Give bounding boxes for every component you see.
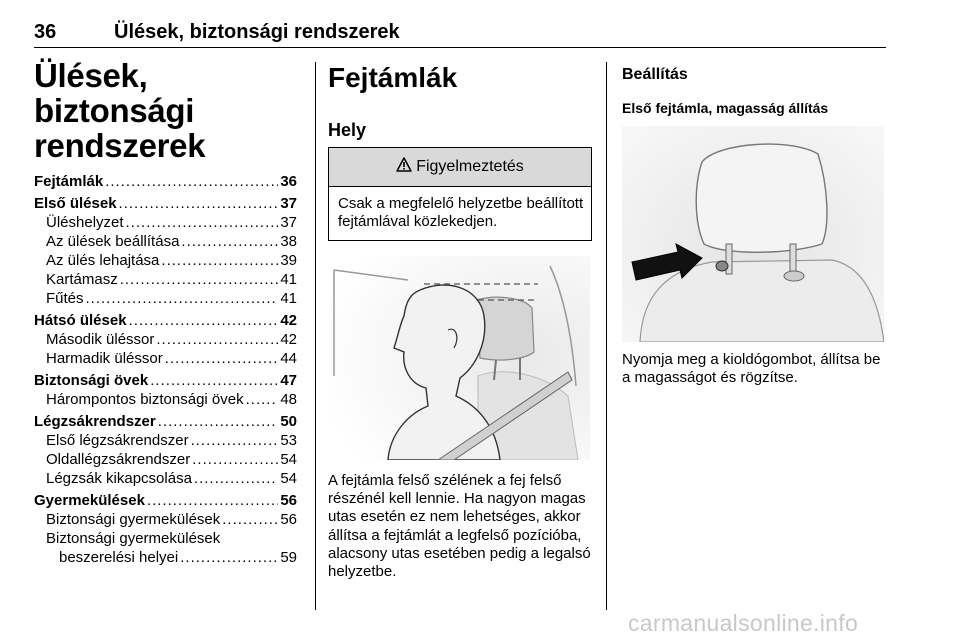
toc-entry[interactable]: Fűtés ..... 41 — [34, 289, 297, 308]
warning-title: Figyelmeztetés — [416, 158, 524, 175]
warning-triangle-icon — [396, 157, 412, 177]
toc-entry[interactable]: Kartámasz ..... 41 — [34, 270, 297, 289]
page-number: 36 — [34, 21, 57, 43]
toc-entry[interactable]: Harmadik üléssor ..... 44 — [34, 349, 297, 368]
toc-entry[interactable]: Biztonsági gyermekülések ..... 56 — [34, 510, 297, 529]
watermark-text: carmanualsonline.info — [628, 610, 859, 636]
warning-box — [328, 147, 592, 241]
toc-entry[interactable]: Első légzsákrendszer ..... 53 — [34, 431, 297, 450]
toc-entry[interactable]: beszerelési helyei ..... 59 — [34, 548, 297, 567]
toc-entry[interactable]: Légzsák kikapcsolása ..... 54 — [34, 469, 297, 488]
toc-entry[interactable]: Az ülések beállítása ..... 38 — [34, 232, 297, 251]
column-divider-left — [315, 62, 316, 610]
toc-entry[interactable]: Második üléssor ..... 42 — [34, 330, 297, 349]
toc-entry[interactable]: Oldallégzsákrendszer ..... 54 — [34, 450, 297, 469]
warning-header — [329, 148, 591, 187]
subheading-position: Hely — [328, 120, 367, 140]
toc-entry[interactable]: Biztonsági gyermekülések — [46, 530, 221, 547]
toc-entry[interactable]: Első ülések ..... 37 — [34, 194, 297, 213]
heading-adjustment: Beállítás — [622, 66, 688, 83]
toc-entry[interactable]: Biztonsági övek ..... 47 — [34, 371, 297, 390]
toc-entry[interactable]: Légzsákrendszer ..... 50 — [34, 412, 297, 431]
section-title-line2: rendszerek — [34, 127, 206, 164]
column-divider-right — [606, 62, 607, 610]
toc-entry[interactable]: Gyermekülések ..... 56 — [34, 491, 297, 510]
release-instructions-paragraph: Nyomja meg a kioldógombot, állítsa be a magasságot és rögzítse. — [622, 351, 881, 386]
toc-entry[interactable]: Üléshelyzet ..... 37 — [34, 213, 297, 232]
header-rule — [34, 47, 886, 48]
running-header-title: Ülések, biztonsági rendszerek — [114, 21, 400, 43]
headrest-position-illustration — [328, 256, 590, 460]
toc-entry[interactable]: Az ülés lehajtása ..... 39 — [34, 251, 297, 270]
table-of-contents — [34, 172, 297, 567]
headrest-height-paragraph: A fejtámla felső szélének a fej felső részénél kell lennie. Ha nagyon magas utas esetén ez nem lehetséges, akkor állítsa a fejtámlát a legfelső pozícióba, alacsony utas esetében pedig a legalsó helyzetbe. — [328, 472, 591, 581]
toc-entry[interactable]: Hárompontos biztonsági övek ..... 48 — [34, 390, 297, 409]
toc-entry[interactable]: Hátsó ülések ..... 42 — [34, 311, 297, 330]
section-title-line1: Ülések, biztonsági — [34, 57, 195, 129]
section-title — [34, 58, 314, 163]
warning-text: Csak a megfelelő helyzetbe beállított fejtámlával közlekedjen. — [338, 195, 584, 230]
headrest-release-illustration — [622, 126, 884, 342]
toc-entry[interactable]: Fejtámlák ..... 36 — [34, 172, 297, 191]
subheading-front-headrest: Első fejtámla, magasság állítás — [622, 100, 829, 116]
heading-headrests: Fejtámlák — [328, 62, 458, 93]
